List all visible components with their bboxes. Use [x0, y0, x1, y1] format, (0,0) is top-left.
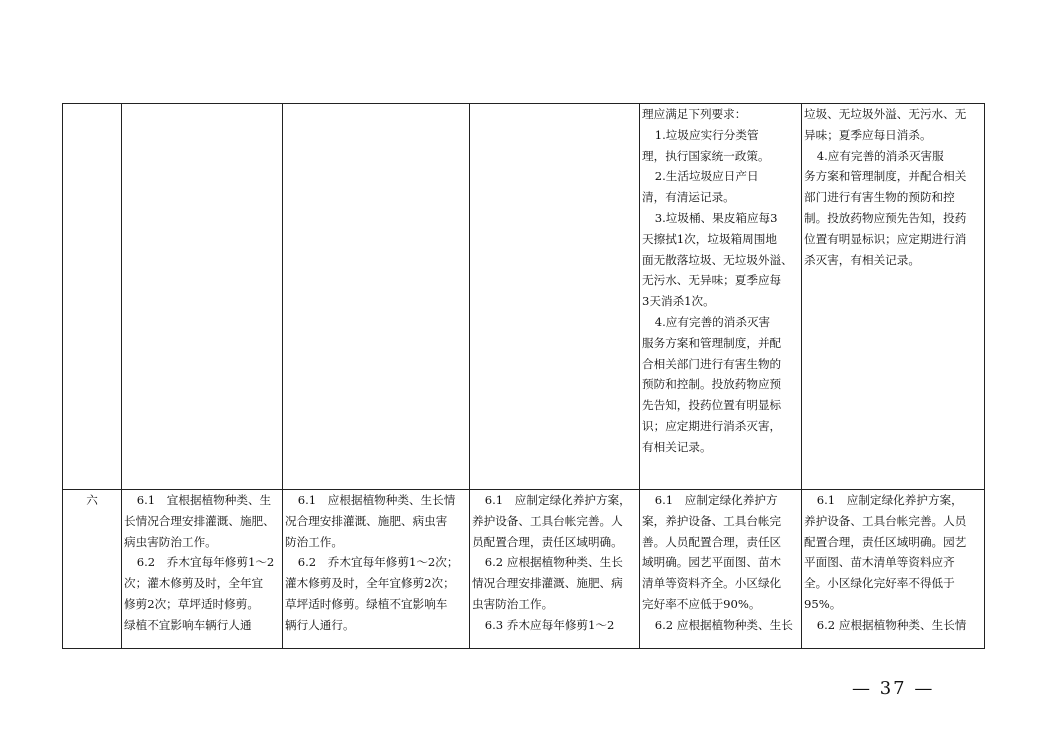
text-line: 理，执行国家统一政策。	[642, 148, 770, 163]
text-line: 辆行人通行。	[285, 617, 355, 632]
text-line: 位置有明显标识；应定期进行消	[804, 231, 967, 246]
text-line: 域明确。园艺平面图、苗木	[642, 555, 782, 570]
text-line: 6.1 应根据植物种类、生长情	[297, 493, 456, 507]
text-line: 6.2 应根据植物种类、生长	[484, 555, 623, 570]
text-line: 异味；夏季应每日消杀。	[804, 127, 932, 142]
text-line: 6.2 应根据植物种类、生长	[654, 617, 793, 632]
text-line: 绿植不宜影响车辆行人通	[124, 617, 252, 632]
text-line: 6.2 乔木宜每年修剪1～2次；	[297, 555, 459, 570]
text-line: 情况合理安排灌溉、施肥、病	[472, 576, 623, 591]
text-line: 清单等资料齐全。小区绿化	[642, 576, 782, 591]
text-line: 有相关记录。	[642, 439, 712, 454]
text-line: 长情况合理安排灌溉、施肥、	[124, 513, 275, 528]
text-line: 防治工作。	[285, 534, 343, 549]
text-line: 预防和控制。投放药物应预	[642, 377, 782, 392]
section-number: 六	[63, 490, 122, 649]
text-line: 全。小区绿化完好率不得低于	[804, 576, 955, 591]
table-cell	[470, 104, 640, 490]
text-line: 2.生活垃圾应日产日	[654, 169, 759, 184]
text-line: 杀灭害，有相关记录。	[804, 252, 920, 267]
text-line: 理应满足下列要求：	[642, 107, 747, 121]
table-row	[63, 104, 985, 490]
table-row	[63, 490, 985, 649]
table-cell	[802, 490, 985, 649]
text-line: 1.垃圾应实行分类管	[654, 127, 759, 142]
text-line: 面无散落垃圾、无垃圾外溢、	[642, 252, 793, 267]
text-line: 3.垃圾桶、果皮箱应每3	[654, 210, 778, 225]
text-line: 4.应有完善的消杀灭害服	[816, 148, 944, 163]
table-cell-number	[63, 104, 122, 490]
text-line: 天擦拭1次，垃圾箱周围地	[642, 231, 777, 246]
text-line: 养护设备、工具台帐完善。人	[472, 513, 623, 528]
text-line: 6.1 宜根据植物种类、生	[136, 493, 272, 507]
table-cell	[640, 104, 802, 490]
text-line: 病虫害防治工作。	[124, 534, 217, 549]
text-line: 员配置合理，责任区域明确。	[472, 534, 623, 549]
text-line: 案，养护设备、工具台帐完	[642, 513, 782, 528]
text-line: 无污水、无异味；夏季应每	[642, 273, 782, 288]
text-line: 完好率不应低于90%。	[642, 596, 761, 611]
text-line: 次；灌木修剪及时，全年宜	[124, 576, 264, 591]
text-line: 3天消杀1次。	[642, 294, 715, 309]
text-line: 配置合理，责任区域明确。园艺	[804, 534, 967, 549]
table-cell	[283, 490, 470, 649]
text-line: 务方案和管理制度，并配合相关	[804, 169, 967, 184]
text-line: 6.1 应制定绿化养护方	[654, 493, 778, 507]
table-cell	[470, 490, 640, 649]
page-number: — 37 —	[852, 678, 935, 699]
table-cell	[122, 490, 283, 649]
text-line: 6.1 应制定绿化养护方案，	[816, 493, 963, 507]
text-line: 4.应有完善的消杀灭害	[654, 314, 771, 329]
table-cell	[283, 104, 470, 490]
text-line: 6.1 应制定绿化养护方案，	[484, 493, 631, 507]
text-line: 服务方案和管理制度，并配	[642, 335, 782, 350]
text-line: 制。投放药物应预先告知，投药	[804, 210, 967, 225]
text-line: 况合理安排灌溉、施肥、病虫害	[285, 513, 448, 528]
table-cell	[802, 104, 985, 490]
text-line: 6.3 乔木应每年修剪1～2	[484, 617, 615, 632]
text-line: 垃圾、无垃圾外溢、无污水、无	[804, 107, 967, 121]
text-line: 平面图、苗木清单等资料应齐	[804, 555, 955, 570]
text-line: 养护设备、工具台帐完善。人员	[804, 513, 967, 528]
text-line: 清，有清运记录。	[642, 190, 735, 205]
text-line: 识；应定期进行消杀灭害，	[642, 418, 782, 433]
table-cell	[122, 104, 283, 490]
text-line: 修剪2次；草坪适时修剪。	[124, 596, 259, 611]
standards-table	[62, 103, 985, 649]
text-line: 6.2 乔木宜每年修剪1～2	[136, 555, 275, 570]
text-line: 虫害防治工作。	[472, 596, 554, 611]
text-line: 灌木修剪及时，全年宜修剪2次；	[285, 576, 455, 591]
text-line: 95%。	[804, 596, 842, 611]
text-line: 善。人员配置合理，责任区	[642, 534, 782, 549]
text-line: 合相关部门进行有害生物的	[642, 356, 782, 371]
text-line: 6.2 应根据植物种类、生长情	[816, 617, 967, 632]
text-line: 草坪适时修剪。绿植不宜影响车	[285, 596, 448, 611]
text-line: 部门进行有害生物的预防和控	[804, 190, 955, 205]
text-line: 先告知，投药位置有明显标	[642, 398, 782, 413]
table-cell	[640, 490, 802, 649]
